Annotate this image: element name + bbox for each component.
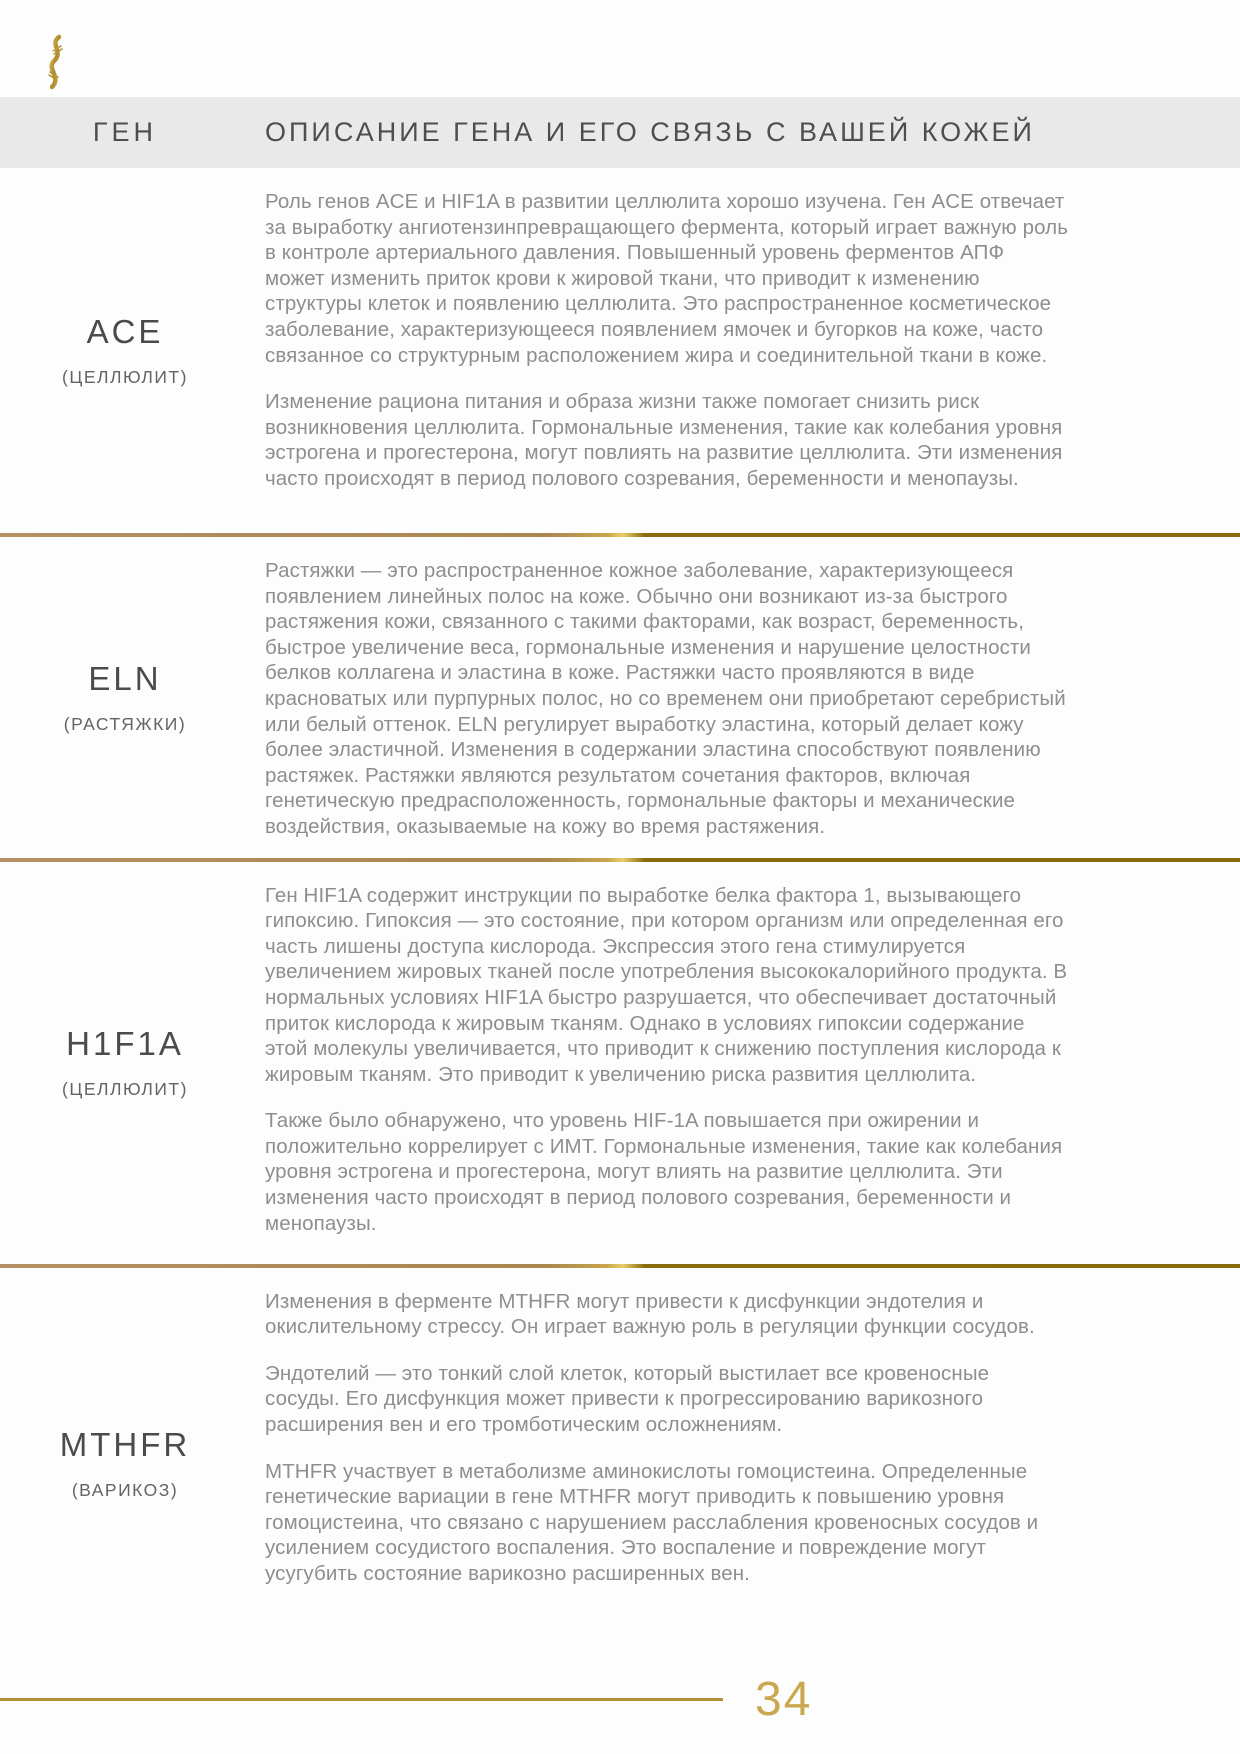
dna-helix-logo-icon: [43, 34, 69, 92]
gene-description-cell: [250, 537, 1240, 858]
gene-cell: [0, 168, 250, 533]
gene-name: ELN: [88, 659, 162, 697]
gene-cell: [0, 537, 250, 858]
page-number: 34: [755, 1673, 813, 1727]
gene-row: [0, 168, 1240, 537]
gene-cell: [0, 1268, 250, 1660]
gene-trait-label: (РАСТЯЖКИ): [63, 713, 187, 734]
description-paragraph: Растяжки — это распространенное кожное заболевание, характеризующееся появлением линейных полос на коже. Обычно они возникают из-за быстрого растяжения кожи, связанного с такими факторами, как возраст, беременность, быстрое увеличение веса, гормональные изменения и нарушение целостности белков коллагена и эластина в коже. Растяжки часто проявляются в виде красноватых или пурпурных полос, но со временем они приобретают серебристый или белый оттенок. ELN регулирует выработку эластина, который делает кожу более эластичной. Изменения в содержании эластина способствуют появлению растяжек. Растяжки являются результатом сочетания факторов, включая генетическую предрасположенность, гормональные факторы и механические воздействия, оказываемые на кожу во время растяжения.: [265, 559, 1066, 838]
gene-trait-label: (ВАРИКОЗ): [71, 1480, 179, 1501]
table-header-band: [0, 97, 1240, 168]
gene-name: H1F1A: [66, 1025, 184, 1063]
gene-trait-label: (ЦЕЛЛЮЛИТ): [62, 1079, 188, 1100]
page-footer: [0, 1668, 1240, 1732]
gene-name: MTHFR: [59, 1426, 191, 1464]
footer-gold-line: [0, 1698, 723, 1701]
column-header-description: ОПИСАНИЕ ГЕНА И ЕГО СВЯЗЬ С ВАШЕЙ КОЖЕЙ: [265, 117, 1035, 147]
gene-description-cell: [250, 862, 1240, 1264]
gene-description-cell: [250, 168, 1240, 533]
gene-row: [0, 1268, 1240, 1660]
page-top-strip: [0, 0, 1240, 97]
description-paragraph: Изменение рациона питания и образа жизни также помогает снизить риск возникновения целлюлита. Гормональные изменения, такие как колебания уровня эстрогена и прогестерона, могут повлиять на развитие целлюлита. Эти изменения часто происходят в период полового созревания, беременности и менопаузы.: [265, 390, 1063, 490]
gene-trait-label: (ЦЕЛЛЮЛИТ): [62, 367, 188, 387]
description-paragraph: Роль генов ACE и HIF1A в развитии целлюлита хорошо изучена. Ген ACE отвечает за выработку ангиотензинпревращающего фермента, который играет важную роль в контроле артериального давления. Повышенный уровень ферментов АПФ может изменить приток крови к жировой ткани, что приводит к изменению структуры клеток и появлению целлюлита. Это распространенное косметическое заболевание, характеризующееся появлением ямочек и бугорков на коже, часто связанное со структурным расположением жира и соединительной ткани в коже.: [265, 190, 1068, 367]
column-header-gene: ГЕН: [92, 117, 158, 147]
gene-row: [0, 862, 1240, 1268]
gene-name: ACE: [86, 313, 164, 350]
description-paragraph: MTHFR участвует в метаболизме аминокислоты гомоцистеина. Определенные генетические вариации в гене MTHFR могут приводить к повышению уровня гомоцистеина, что связано с нарушением расслабления кровеносных сосудов и усилением сосудистого воспаления. Это воспаление и повреждение могут усугубить состояние варикозно расширенных вен.: [265, 1459, 1039, 1585]
description-paragraph: Эндотелий — это тонкий слой клеток, который выстилает все кровеносные сосуды. Его дисфункция может привести к прогрессированию варикозного расширения вен и его тромботическим осложнениям.: [265, 1361, 990, 1436]
gene-rows-container: [0, 168, 1240, 1660]
description-paragraph: Ген HIF1A содержит инструкции по выработке белка фактора 1, вызывающего гипоксию. Гипоксия — это состояние, при котором организм или определенная его часть лишены доступа кислорода. Экспрессия этого гена стимулируется увеличением жировых тканей после употребления высококалорийного продукта. В нормальных условиях HIF1A быстро разрушается, что обеспечивает достаточный приток кислорода к жировым тканям. Однако в условиях гипоксии содержание этой молекулы увеличивается, что приводит к снижению поступления кислорода к жировым тканям. Это приводит к увеличению риска развития целлюлита.: [265, 883, 1068, 1086]
description-paragraph: Изменения в ферменте MTHFR могут привести к дисфункции эндотелия и окислительному стрессу. Он играет важную роль в регуляции функции сосудов.: [265, 1289, 1035, 1339]
gene-row: [0, 537, 1240, 862]
gene-description-cell: [250, 1268, 1240, 1660]
gene-cell: [0, 862, 250, 1264]
description-paragraph: Также было обнаружено, что уровень HIF-1A повышается при ожирении и положительно коррелирует с ИМТ. Гормональные изменения, такие как колебания уровня эстрогена и прогестерона, могут влиять на развитие целлюлита. Эти изменения часто происходят в период полового созревания, беременности и менопаузы.: [265, 1109, 1063, 1235]
